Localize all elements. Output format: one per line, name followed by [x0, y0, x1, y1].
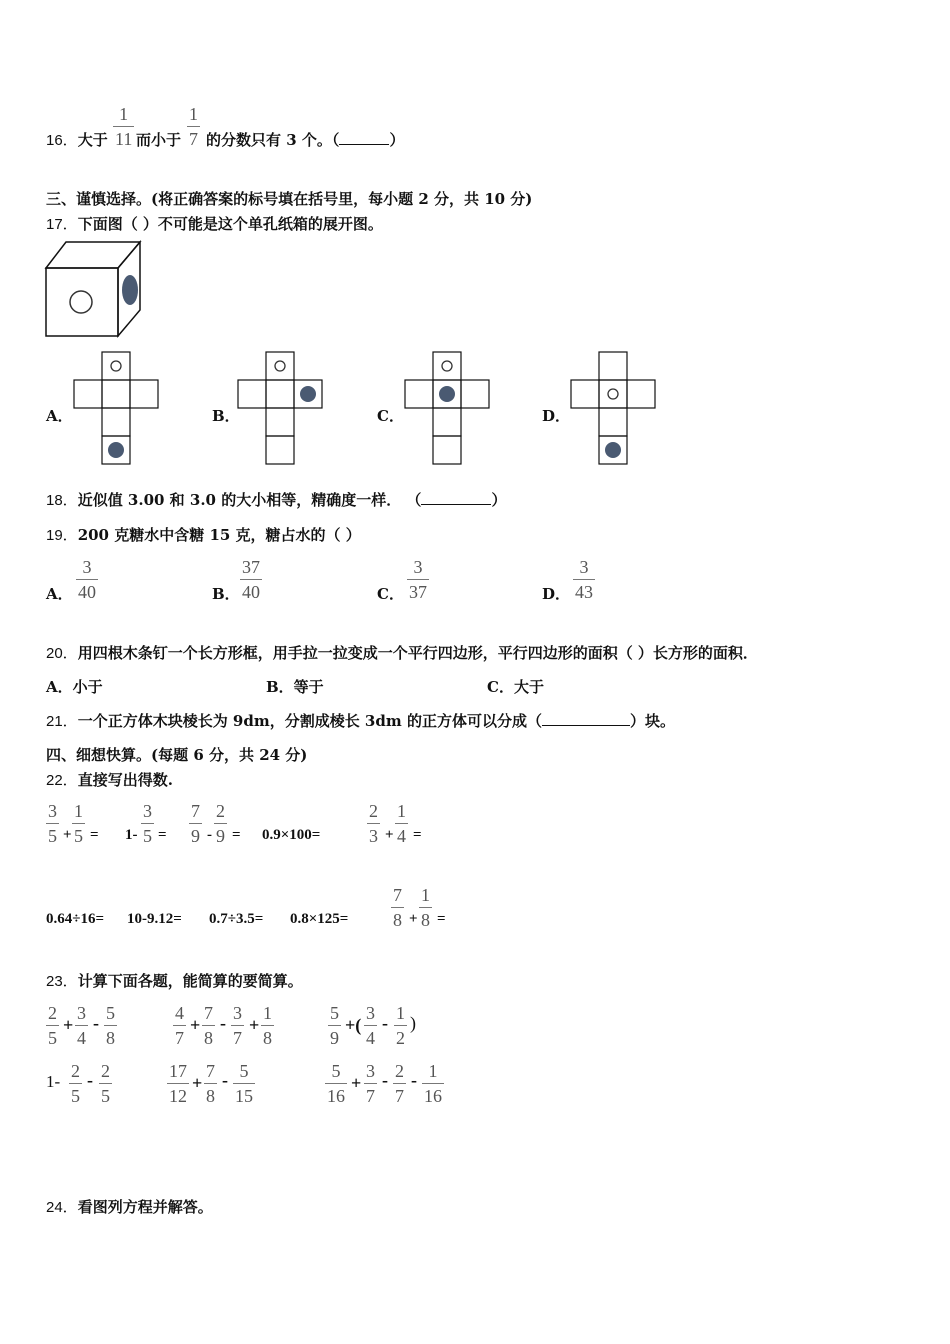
option-d-label[interactable]: D．: [542, 585, 571, 603]
question-number: 16．: [46, 132, 78, 149]
fraction: 1 11: [115, 104, 133, 149]
fraction: 7 8: [393, 885, 402, 930]
question-19: 19．200 克糖水中含糖 15 克，糖占水的（ ）: [46, 526, 361, 544]
section-4-heading: 四、细想快算。(每题 6 分，共 24 分): [46, 746, 308, 764]
net-option-a[interactable]: [72, 350, 162, 465]
option-b-label[interactable]: B．: [212, 407, 240, 425]
net-option-d[interactable]: [569, 350, 659, 465]
net-option-b[interactable]: [236, 350, 326, 465]
option-a[interactable]: A．小于: [46, 678, 103, 696]
fraction: 1 7: [189, 104, 198, 149]
option-d-label[interactable]: D．: [542, 407, 571, 425]
q16-text-2: 而小于: [136, 131, 182, 149]
fraction: 3 5: [143, 801, 152, 846]
question-22: 22．直接写出得数.: [46, 771, 173, 789]
question-23: 23．计算下面各题，能简算的要简算。: [46, 972, 303, 990]
fraction: 3 40: [78, 557, 96, 602]
question-20: 20．用四根木条钉一个长方形框，用手拉一拉变成一个平行四边形，平行四边形的面积（ ）长方形的面积．: [46, 644, 758, 662]
box-figure: [44, 240, 144, 340]
hole-side-icon: [122, 275, 138, 305]
option-c[interactable]: C．大于: [487, 678, 544, 696]
option-c-label[interactable]: C．: [377, 585, 404, 603]
hole-icon: [70, 291, 92, 313]
question-21: 21．一个正方体木块棱长为 9dm，分割成棱长 3dm 的正方体可以分成（ ）块。: [46, 712, 675, 730]
fraction: 3 43: [575, 557, 593, 602]
option-c-label[interactable]: C．: [377, 407, 404, 425]
fraction: 37 40: [242, 557, 260, 602]
expr: 0.8×125=: [290, 911, 349, 927]
expr-0.9x100: 0.9×100=: [262, 827, 321, 843]
option-b-label[interactable]: B．: [212, 585, 240, 603]
option-a-label[interactable]: A．: [46, 585, 73, 603]
fraction: 3 37: [409, 557, 427, 602]
q16-text-1: 大于: [77, 131, 108, 149]
option-b[interactable]: B．等于: [266, 678, 324, 696]
net-option-c[interactable]: [403, 350, 493, 465]
option-a-label[interactable]: A．: [46, 407, 73, 425]
expr: 0.64÷16=: [46, 911, 105, 927]
expr: 10-9.12=: [127, 911, 182, 927]
answer-blank[interactable]: [542, 725, 630, 726]
question-16: [46, 129, 108, 150]
fraction: 2 3: [369, 801, 378, 846]
question-18: 18．近似值 3.00 和 3.0 的大小相等，精确度一样． （ ）: [46, 491, 507, 509]
section-3-heading: 三、谨慎选择。(将正确答案的标号填在括号里，每小题 2 分，共 10 分): [46, 190, 533, 208]
fraction: 2 9: [216, 801, 225, 846]
answer-blank[interactable]: [421, 504, 491, 505]
q16-text-3: 的分数只有 3 个。（ ）: [206, 131, 405, 149]
question-17: 17．下面图（ ）不可能是这个单孔纸箱的展开图。: [46, 215, 383, 233]
question-24: 24．看图列方程并解答。: [46, 1198, 213, 1216]
fraction: 1 5: [74, 801, 83, 846]
expr: 0.7÷3.5=: [209, 911, 264, 927]
answer-blank[interactable]: [339, 144, 389, 145]
fraction: 1 4: [397, 801, 406, 846]
fraction: 1 8: [421, 885, 430, 930]
fraction: 3 5: [48, 801, 57, 846]
fraction: 7 9: [191, 801, 200, 846]
